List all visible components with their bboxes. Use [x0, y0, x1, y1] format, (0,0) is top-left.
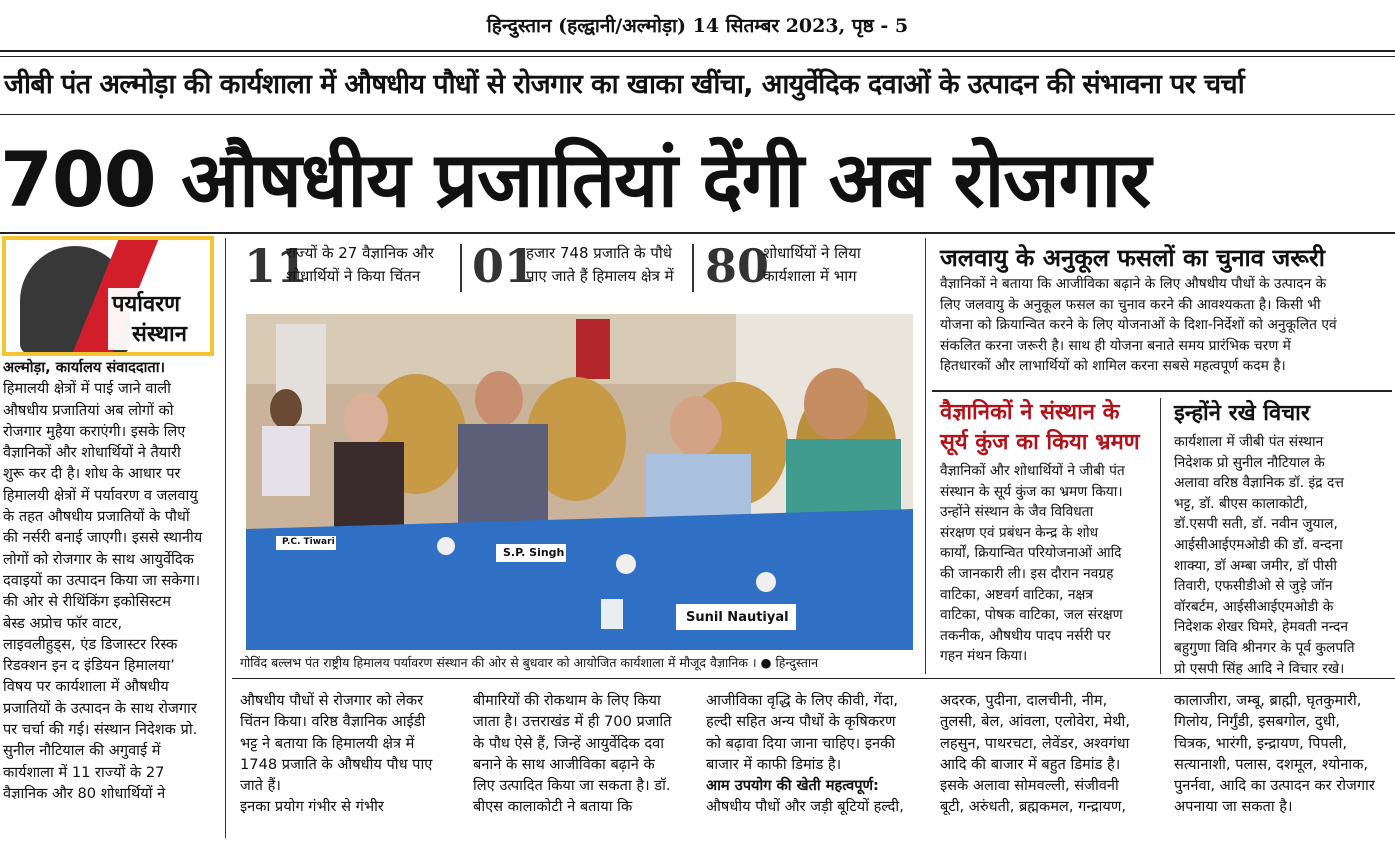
- text-line: सत्यानाशी, पलास, दशमूल, श्योनाक,: [1174, 755, 1369, 773]
- climate-box: [940, 243, 1390, 377]
- text-line: रिडक्शन इन द इंडियन हिमालया’: [3, 657, 175, 675]
- text-line: के पौध ऐसे हैं, जिन्हें आयुर्वेदिक दवा: [473, 734, 665, 752]
- box-divider: [1160, 398, 1161, 674]
- headline-bottom-rule: [0, 232, 1395, 234]
- text-line: वैज्ञानिकों और शोधार्थियों ने जीबी पंत: [940, 463, 1125, 479]
- text-line: हितधारकों और लाभार्थियों को शामिल करना सबसे महत्वपूर्ण कदम है।: [940, 358, 1286, 374]
- text-line: कालाजीरा, जम्बू, ब्राह्मी, घृतकुमारी,: [1174, 692, 1362, 709]
- text-line: योजना को क्रियान्वित करने के लिए योजनाओं के दिशा-निर्देशों को अनुकूलित एवं: [940, 317, 1337, 333]
- text-line: पर चर्चा की गई। संस्थान निदेशक प्रो.: [3, 721, 198, 739]
- text-line: की नर्सरी बनाई जाएगी। इससे स्थानीय: [3, 529, 203, 547]
- text-line: को बढ़ावा दिया जाना चाहिए। इनकी: [706, 734, 896, 752]
- text-line: हिमालयी क्षेत्रों में पाई जाने वाली: [3, 380, 171, 398]
- box-divider: [932, 390, 1392, 392]
- text-line: लिए जलवायु के अनुकूल फसल का चुनाव करने की आवश्यकता है। किसी भी: [940, 296, 1321, 313]
- text-line: प्रजातियों के उत्पादन के साथ रोजगार: [3, 699, 197, 717]
- text-line: प्रो एसपी सिंह आदि ने विचार रखे।: [1174, 660, 1345, 677]
- text-line: अदरक, पुदीना, दालचीनी, नीम,: [940, 692, 1108, 709]
- text-line: संस्थान के सूर्य कुंज का भ्रमण किया।: [940, 483, 1123, 500]
- text-line: निदेशक शेखर घिमरे, हेमवती नन्दन: [1174, 619, 1348, 636]
- stat-number: 11: [244, 239, 309, 293]
- text-line: उन्होंने संस्थान के जैव विविधता: [940, 504, 1094, 521]
- visit-box-title: वैज्ञानिकों ने संस्थान के: [940, 400, 1120, 425]
- text-line: विषय पर कार्यशाला में औषधीय: [3, 678, 169, 696]
- stat-block-2: [472, 238, 687, 298]
- visit-box: [940, 398, 1150, 667]
- text-line: कार्यशाला में जीबी पंत संस्थान: [1174, 434, 1324, 450]
- text-line: बहुगुणा विवि श्रीनगर के पूर्व कुलपति: [1174, 639, 1355, 656]
- text-line: रोजगार मुहैया कराएंगी। इसके लिए: [3, 422, 186, 440]
- text-line: हल्दी सहित अन्य पौधों के कृषिकरण: [706, 713, 896, 731]
- text-line: तुलसी, बेल, आंवला, एलोवेरा, मेथी,: [940, 713, 1130, 731]
- climate-box-title: जलवायु के अनुकूल फसलों का चुनाव जरूरी: [940, 244, 1325, 272]
- text-line: हिमालयी क्षेत्रों में पर्यावरण व जलवायु: [3, 486, 198, 504]
- logo-text-line1: पर्यावरण: [112, 292, 181, 317]
- text-line: इनका प्रयोग गंभीर से गंभीर: [240, 798, 384, 816]
- photo-caption: गोविंद बल्लभ पंत राष्ट्रीय हिमालय पर्यावरण संस्थान की ओर से बुधवार को आयोजित कार्यशाला में मौजूद वैज्ञानिक । ● हिन्दुस्तान: [240, 655, 819, 670]
- kicker-headline: जीबी पंत अल्मोड़ा की कार्यशाला में औषधीय पौधों से रोजगार का खाका खींचा, आयुर्वेदिक दवाओं के उत्पादन की संभावना पर चर्चा: [4, 69, 1245, 100]
- climate-box-text: [940, 274, 1390, 377]
- text-line: बनाने के साथ आजीविका बढ़ाने के: [473, 755, 655, 773]
- dateline: अल्मोड़ा, कार्यालय संवाददाता।: [3, 359, 166, 376]
- stat-divider: [460, 244, 462, 292]
- text-line: दवाइयों का उत्पादन किया जा सकेगा।: [3, 571, 201, 589]
- visit-box-title: सूर्य कुंज का किया भ्रमण: [940, 430, 1140, 455]
- text-line: अलावा वरिष्ठ वैज्ञानिक डॉ. इंद्र दत्त: [1174, 475, 1344, 492]
- text-line: की जानकारी ली। इस दौरान नवग्रह: [940, 565, 1114, 582]
- masthead-rule: [0, 50, 1395, 52]
- logo-text-line2: संस्थान: [132, 322, 187, 347]
- text-line: कार्यशाला में 11 राज्यों के 27: [3, 763, 165, 781]
- bottom-column-4: [940, 690, 1158, 818]
- text-line: निदेशक प्रो सुनील नौटियाल के: [1174, 454, 1325, 471]
- stat-text-line: हजार 748 प्रजाति के पौधे: [526, 244, 672, 262]
- text-line: सुनील नौटियाल की अगुवाई में: [3, 742, 161, 760]
- text-line: बेस्ड अप्रोच फॉर वाटर,: [3, 614, 123, 632]
- column-1-text: [3, 378, 216, 804]
- text-line: वाटिका, पोषक वाटिका, जल संरक्षण: [940, 607, 1123, 624]
- views-box-title: इन्होंने रखे विचार: [1174, 401, 1310, 426]
- text-line: संकलित करना जरूरी है। साथ ही योजना बनाते समय प्रारंभिक चरण में: [940, 337, 1291, 354]
- stat-divider: [692, 244, 694, 292]
- views-box-text: [1174, 432, 1390, 679]
- text-line: लोगों को रोजगार के साथ आयुर्वेदिक: [3, 550, 194, 568]
- stat-text-line: राज्यों के 27 वैज्ञानिक और: [286, 244, 434, 262]
- text-line: औषधीय प्रजातियां अब लोगों को: [3, 401, 174, 419]
- text-line: शुरू कर दी है। शोध के आधार पर: [3, 465, 181, 483]
- text-line: वैज्ञानिकों ने बताया कि आजीविका बढ़ाने के लिए औषधीय पौधों के उत्पादन के: [940, 276, 1327, 292]
- text-line: की ओर से रीथिंकिंग इकोसिस्टम: [3, 593, 171, 611]
- stat-number: 80: [705, 239, 770, 293]
- text-line: अपनाया जा सकता है।: [1174, 798, 1293, 816]
- text-line: आईसीआईएमओडी की डॉ. वन्दना: [1174, 536, 1343, 553]
- stat-number: 01: [472, 239, 537, 293]
- workshop-photo: [246, 314, 913, 650]
- text-line: चिंतन किया। वरिष्ठ वैज्ञानिक आईडी: [240, 713, 426, 731]
- text-line: जाता है। उत्तराखंड में ही 700 प्रजाति: [473, 713, 672, 731]
- text-line: संरक्षण एवं प्रबंधन केन्द्र के शोध: [940, 524, 1099, 541]
- text-line: तिवारी, एफसीडीओ से जुड़े जॉन: [1174, 578, 1333, 595]
- text-line: लाइवलीहुड्स, एंड डिजास्टर रिस्क: [3, 635, 178, 653]
- stat-text-line: शोधार्थियों ने किया चिंतन: [286, 267, 421, 285]
- text-line: वैज्ञानिक और 80 शोधार्थियों ने: [3, 784, 166, 802]
- text-line: गिलोय, निर्गुंडी, इसबगोल, दुधी,: [1174, 713, 1341, 731]
- views-box: [1174, 400, 1390, 679]
- headline-rule: [0, 114, 1395, 115]
- article-column-1: [3, 357, 216, 804]
- text-line: वैज्ञानिकों और शोधार्थियों ने तैयारी: [3, 444, 181, 462]
- text-line: भट्ट ने बताया कि हिमालयी क्षेत्र में: [240, 734, 415, 752]
- text-line: बीमारियों की रोकथाम के लिए किया: [473, 692, 661, 709]
- text-line: गहन मंथन किया।: [940, 648, 1028, 665]
- bottom-column-3: [706, 690, 926, 818]
- column-divider: [225, 238, 226, 838]
- stat-text-line: शोधार्थियों ने लिया: [763, 244, 861, 262]
- text-line: भट्ट, डॉ. बीएस कालाकोटी,: [1174, 495, 1308, 512]
- text-line: लिए उत्पादित किया जा सकता है। डॉ.: [473, 777, 671, 795]
- text-line: कार्यों, क्रियान्वित परियोजनाओं आदि: [940, 545, 1122, 562]
- stat-text-line: पाए जाते हैं हिमालय क्षेत्र में: [526, 267, 674, 285]
- column-divider: [925, 238, 926, 674]
- kicker-rule: [0, 56, 1395, 57]
- text-line: चित्रक, भारंगी, इन्द्रायण, पिपली,: [1174, 734, 1348, 752]
- bottom-column-5: [1174, 690, 1392, 818]
- text-line: लहसुन, पाथरचटा, लेवेंडर, अश्वगंधा: [940, 734, 1130, 752]
- text-line: वॉरबर्टम, आईसीआईएमओडी के: [1174, 598, 1334, 615]
- nameplate: Sunil Nautiyal: [686, 610, 789, 625]
- text-line: के तहत औषधीय प्रजातियों के पौधों: [3, 508, 190, 526]
- stat-text-line: कार्यशाला में भाग: [763, 267, 857, 285]
- text-line: पुनर्नवा, आदि का उत्पादन कर रोजगार: [1174, 777, 1375, 795]
- text-line: बाजार में काफी डिमांड है।: [706, 755, 842, 773]
- text-line: जाते हैं।: [240, 777, 281, 795]
- masthead: हिन्दुस्तान (हल्द्वानी/अल्मोड़ा) 14 सितम्बर 2023, पृष्ठ - 5: [486, 15, 909, 37]
- text-line: तकनीक, औषधीय पादप नर्सरी पर: [940, 627, 1111, 644]
- visit-box-text: [940, 461, 1150, 667]
- stat-block-3: [705, 238, 920, 298]
- text-line: डॉ.एसपी सती, डॉ. नवीन जुयाल,: [1174, 516, 1338, 533]
- text-line: बीएस कालाकोटी ने बताया कि: [473, 798, 633, 816]
- text-line: वाटिका, अष्टवर्ग वाटिका, नक्षत्र: [940, 586, 1094, 603]
- text-line: बूटी, अरुंधती, ब्रह्मकमल, गन्द्रायण,: [940, 798, 1127, 816]
- environment-institute-logo: [2, 236, 214, 356]
- workshop-photo-illustration: [246, 314, 913, 650]
- text-line: 1748 प्रजाति के औषधीय पौध पाए: [240, 755, 433, 773]
- text-line: औषधीय पौधों से रोजगार को लेकर: [240, 692, 424, 709]
- text-line: आदि की बाजार में बहुत डिमांड है।: [940, 755, 1121, 773]
- text-line: आजीविका वृद्धि के लिए कीवी, गेंदा,: [706, 692, 899, 709]
- text-line: इसके अलावा सोमवल्ली, संजीवनी: [940, 777, 1119, 795]
- nameplate: S.P. Singh: [503, 546, 565, 559]
- bottom-rule: [232, 678, 1395, 679]
- bottom-column-1: [240, 690, 460, 818]
- text-line: औषधीय पौधों और जड़ी बूटियों हल्दी,: [706, 798, 904, 816]
- text-line: शाक्या, डॉ अम्बा जमीर, डॉ पीसी: [1174, 557, 1338, 574]
- nameplate: P.C. Tiwari: [282, 537, 335, 547]
- stat-block-1: [244, 238, 459, 298]
- text-line: आम उपयोग की खेती महत्वपूर्ण:: [706, 777, 879, 795]
- bottom-column-2: [473, 690, 693, 818]
- main-headline: 700 औषधीय प्रजातियां देंगी अब रोजगार: [0, 135, 1151, 224]
